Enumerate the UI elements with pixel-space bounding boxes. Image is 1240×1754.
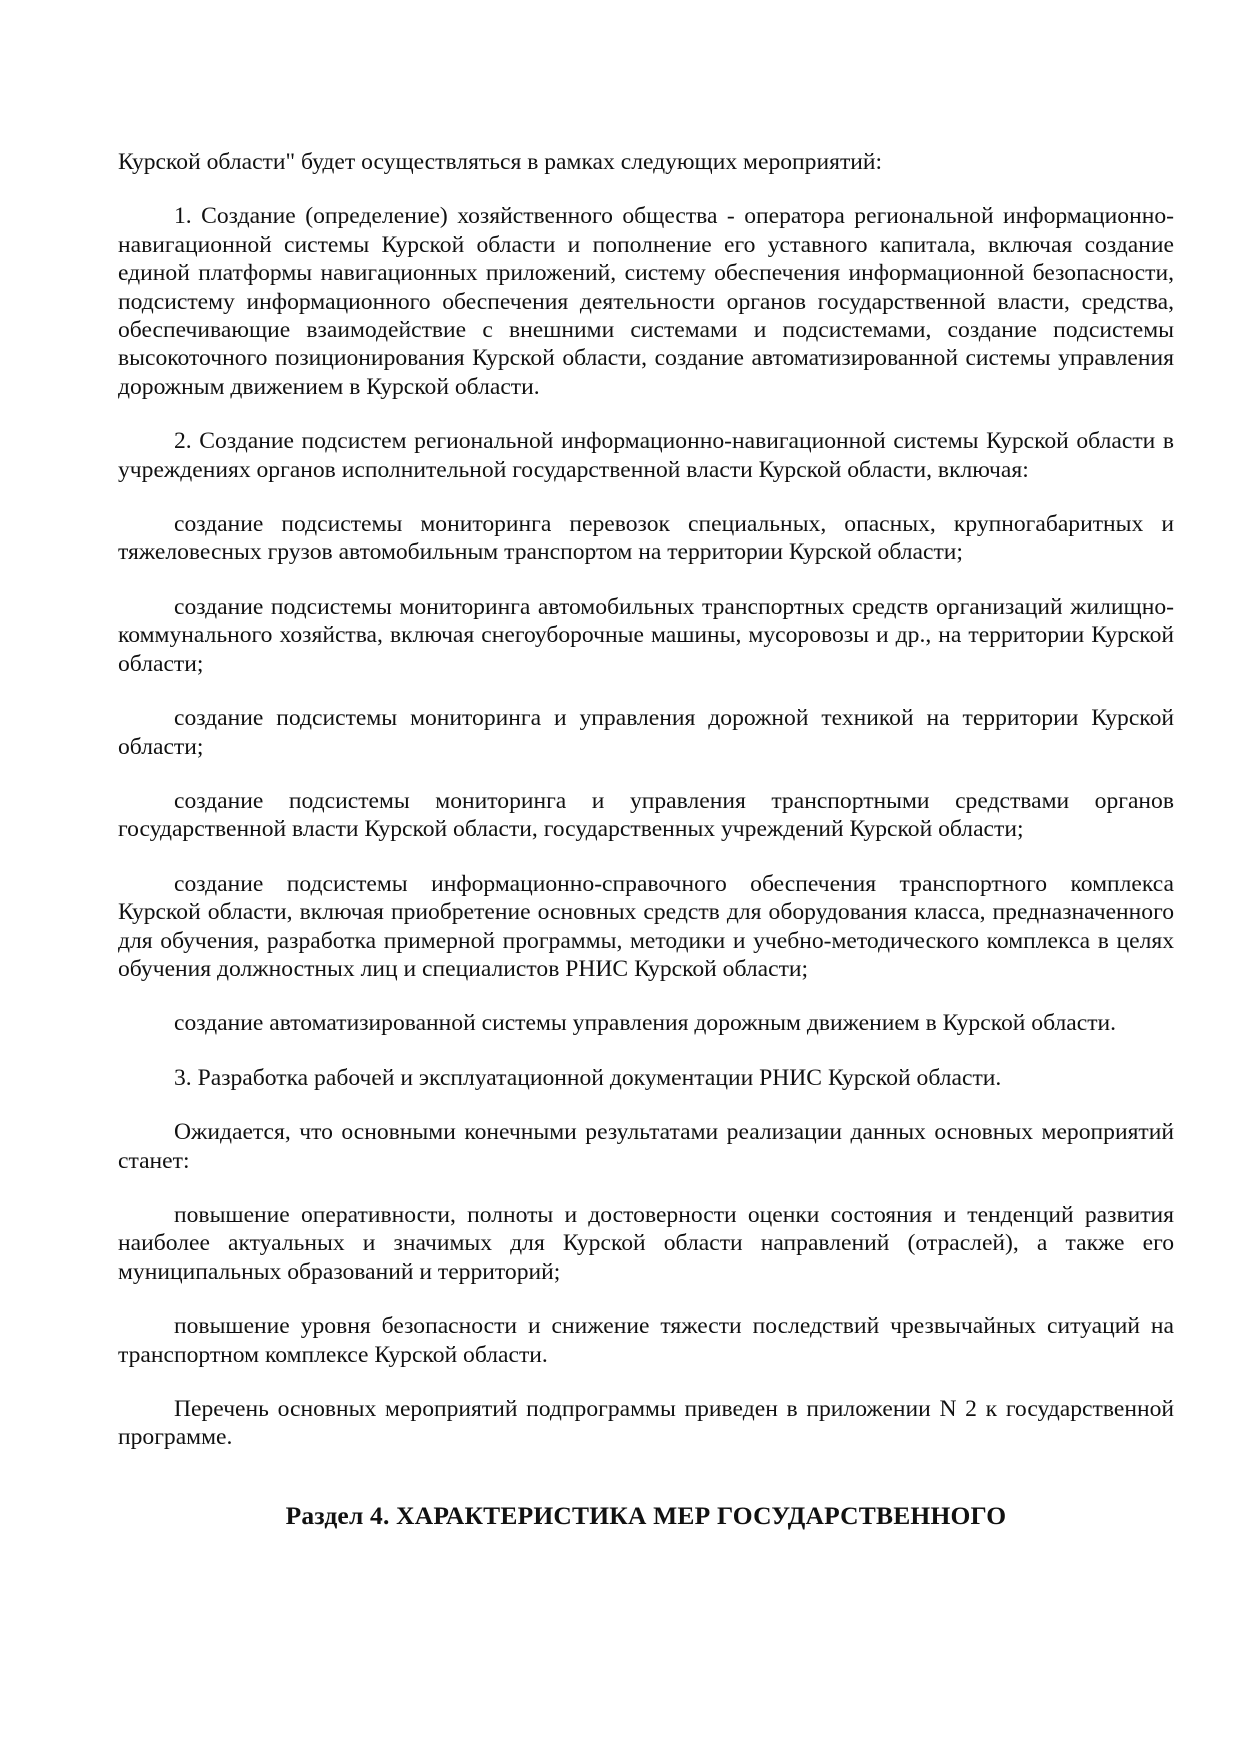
paragraph-item-2: 2. Создание подсистем региональной информационно-навигационной системы Курской области в учреждениях органов исполнительной государственной власти Курской области, включая: <box>118 428 1174 483</box>
section-heading: Раздел 4. ХАРАКТЕРИСТИКА МЕР ГОСУДАРСТВЕННОГО <box>285 1500 1007 1530</box>
paragraph-item-3: 3. Разработка рабочей и эксплуатационной документации РНИС Курской области. <box>174 1064 1002 1091</box>
paragraph-subitem: создание подсистемы мониторинга и управления дорожной техникой на территории Курской области; <box>118 705 1174 760</box>
paragraph-result: повышение уровня безопасности и снижение тяжести последствий чрезвычайных ситуаций на транспортном комплексе Курской области. <box>118 1313 1174 1368</box>
paragraph-intro: Курской области" будет осуществляться в рамках следующих мероприятий: <box>118 149 883 175</box>
document-page <box>118 148 1174 1530</box>
paragraph-subitem: создание подсистемы мониторинга и управления транспортными средствами органов государственной власти Курской области, государственных учреждений Курской области; <box>118 787 1174 843</box>
paragraph-result: повышение оперативности, полноты и достоверности оценки состояния и тенденций развития наиболее актуальных и значимых для Курской области направлений (отраслей), а также его муниципальных образований и территорий; <box>118 1201 1174 1285</box>
paragraph-appendix-reference: Перечень основных мероприятий подпрограммы приведен в приложении N 2 к государственной программе. <box>118 1396 1174 1451</box>
paragraph-subitem: создание подсистемы информационно-справочного обеспечения транспортного комплекса Курской области, включая приобретение основных средств для оборудования класса, предназначенного для обучения, разработка примерной программы, методики и учебно-методического комплекса в целях обучения должностных лиц и специалистов РНИС Курской области; <box>118 870 1174 982</box>
paragraph-expected-results: Ожидается, что основными конечными результатами реализации данных основных мероприятий станет: <box>118 1119 1174 1174</box>
paragraph-item-1: 1. Создание (определение) хозяйственного общества - оператора региональной информационно-навигационной системы Курской области и пополнение его уставного капитала, включая создание единой платформы навигационных приложений, систему обеспечения информационной безопасности, подсистему информационного обеспечения деятельности органов государственной власти, средства, обеспечивающие взаимодействие с внешними системами и подсистемами, создание подсистемы высокоточного позиционирования Курской области, создание автоматизированной системы управления дорожным движением в Курской области. <box>118 203 1174 400</box>
paragraph-subitem: создание подсистемы мониторинга автомобильных транспортных средств организаций жилищно-коммунального хозяйства, включая снегоуборочные машины, мусоровозы и др., на территории Курской области; <box>118 593 1174 677</box>
paragraph-subitem: создание подсистемы мониторинга перевозок специальных, опасных, крупногабаритных и тяжеловесных грузов автомобильным транспортом на территории Курской области; <box>118 511 1174 566</box>
paragraph-subitem: создание автоматизированной системы управления дорожным движением в Курской области. <box>174 1010 1117 1037</box>
